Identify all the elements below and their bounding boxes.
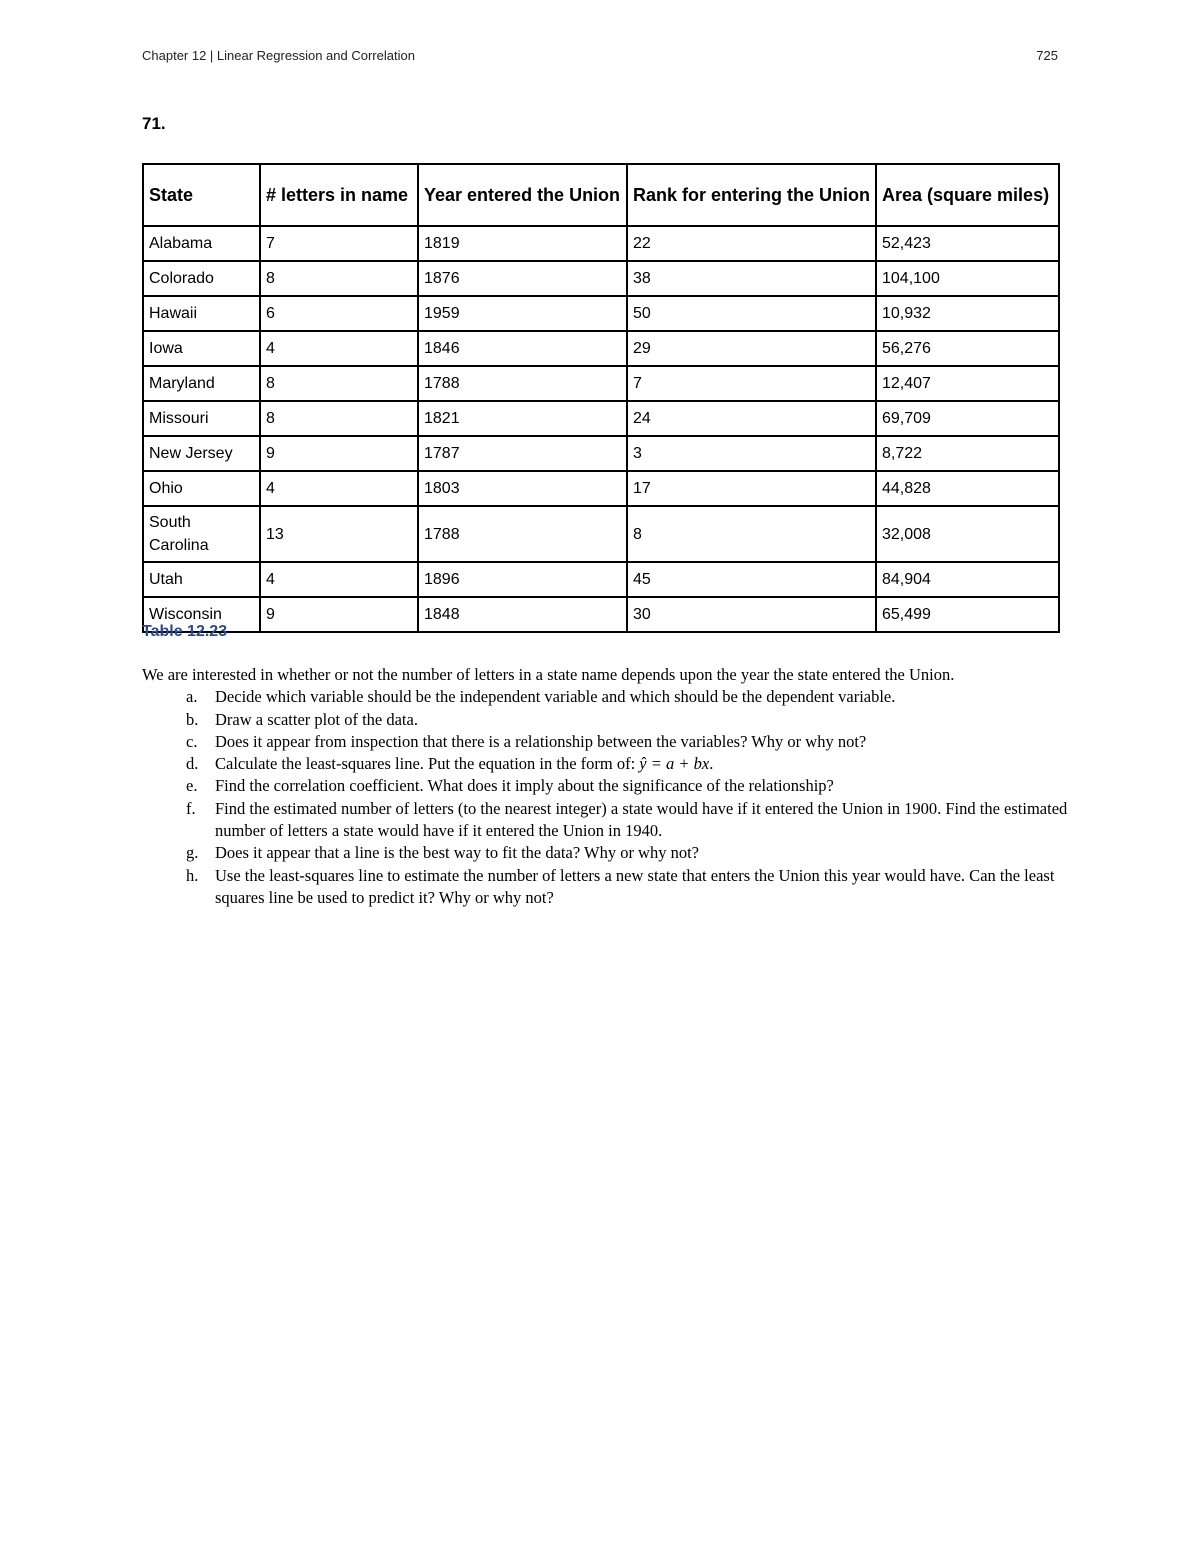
part-text: Does it appear from inspection that there is a relationship between the variables? Why or why not? — [215, 731, 867, 751]
table-cell: Missouri — [143, 401, 260, 436]
column-header: Area (square miles) — [876, 164, 1059, 226]
part-text: Find the estimated number of letters (to the nearest integer) a state would have if it entered the Union in 1900. Find the estimated number of letters a state would have if it entered the Union in 1940. — [215, 798, 1068, 841]
table-row — [143, 366, 1059, 401]
part-text: Find the correlation coefficient. What does it imply about the significance of the relationship? — [215, 776, 834, 796]
table-row — [143, 226, 1059, 261]
table-cell: 32,008 — [876, 506, 1059, 562]
part-marker: f. — [186, 798, 196, 818]
column-header: State — [143, 164, 260, 226]
table-cell: 45 — [627, 562, 876, 597]
table-body — [143, 226, 1059, 632]
table-cell: 13 — [260, 506, 418, 562]
table-cell: 8 — [260, 261, 418, 296]
part-marker: h. — [186, 865, 199, 885]
table-row — [143, 597, 1059, 632]
table-cell: 1819 — [418, 226, 627, 261]
table-cell: Utah — [143, 562, 260, 597]
part-marker: d. — [186, 754, 199, 774]
table-row — [143, 331, 1059, 366]
table-header-row — [143, 164, 1059, 226]
column-header: # letters in name — [260, 164, 418, 226]
table-cell: 56,276 — [876, 331, 1059, 366]
table-cell: 69,709 — [876, 401, 1059, 436]
table-cell: 104,100 — [876, 261, 1059, 296]
table-row — [143, 436, 1059, 471]
table-cell: 30 — [627, 597, 876, 632]
table-cell: Ohio — [143, 471, 260, 506]
table-cell: New Jersey — [143, 436, 260, 471]
state-data-table — [142, 163, 1060, 633]
column-header: Rank for entering the Union — [627, 164, 876, 226]
table-row — [143, 261, 1059, 296]
table-cell: 1787 — [418, 436, 627, 471]
part-marker: e. — [186, 776, 198, 796]
part-marker: g. — [186, 843, 199, 863]
part-marker: b. — [186, 709, 199, 729]
table-cell: 12,407 — [876, 366, 1059, 401]
table-cell: 17 — [627, 471, 876, 506]
table-cell: 9 — [260, 597, 418, 632]
table-cell: 8 — [627, 506, 876, 562]
question-part — [142, 686, 1072, 708]
table-cell: 1788 — [418, 366, 627, 401]
table-cell: 1803 — [418, 471, 627, 506]
table-row — [143, 506, 1059, 562]
table-cell: South Carolina — [143, 506, 260, 562]
table-cell: 1788 — [418, 506, 627, 562]
table-cell: 24 — [627, 401, 876, 436]
table-cell: 4 — [260, 331, 418, 366]
table-row — [143, 296, 1059, 331]
table-cell: Maryland — [143, 366, 260, 401]
table-cell: 84,904 — [876, 562, 1059, 597]
column-header: Year entered the Union — [418, 164, 627, 226]
part-text: Calculate the least-squares line. Put the equation in the form of: — [215, 754, 640, 774]
question-parts-list — [142, 686, 1072, 909]
table-cell: 65,499 — [876, 597, 1059, 632]
part-text: Decide which variable should be the independent variable and which should be the dependent variable. — [215, 687, 896, 707]
question-part — [142, 842, 1072, 864]
problem-number: 71. — [142, 114, 166, 133]
table-cell: 1959 — [418, 296, 627, 331]
table-row — [143, 562, 1059, 597]
table-cell: 29 — [627, 331, 876, 366]
table-cell: 22 — [627, 226, 876, 261]
question-block — [142, 664, 1072, 909]
table-cell: 8 — [260, 401, 418, 436]
table-cell: 1846 — [418, 331, 627, 366]
table-cell: 8,722 — [876, 436, 1059, 471]
table-cell: 9 — [260, 436, 418, 471]
table-cell: 38 — [627, 261, 876, 296]
question-part — [142, 753, 1072, 775]
table-cell: 1896 — [418, 562, 627, 597]
table-cell: 4 — [260, 471, 418, 506]
table-cell: Alabama — [143, 226, 260, 261]
part-text: Draw a scatter plot of the data. — [215, 709, 418, 729]
table-cell: 1848 — [418, 597, 627, 632]
equation: ŷ = a + bx — [639, 754, 710, 774]
part-marker: a. — [186, 687, 198, 707]
table-cell: 1821 — [418, 401, 627, 436]
table-row — [143, 401, 1059, 436]
question-intro: We are interested in whether or not the number of letters in a state name depends upon the year the state entered the Union. — [142, 665, 955, 684]
table-cell: 1876 — [418, 261, 627, 296]
question-part — [142, 731, 1072, 753]
table-row — [143, 471, 1059, 506]
table-cell: 3 — [627, 436, 876, 471]
table-cell: 7 — [627, 366, 876, 401]
table-cell: 4 — [260, 562, 418, 597]
table-cell: Hawaii — [143, 296, 260, 331]
question-part — [142, 709, 1072, 731]
question-part — [142, 798, 1072, 843]
table-caption: Table 12.23 — [142, 623, 228, 640]
table-cell: 44,828 — [876, 471, 1059, 506]
part-suffix: . — [709, 754, 714, 774]
chapter-title: Chapter 12 | Linear Regression and Correlation — [142, 48, 415, 63]
table-cell: Colorado — [143, 261, 260, 296]
table-cell: 7 — [260, 226, 418, 261]
page-number: 725 — [1036, 48, 1058, 63]
question-part — [142, 865, 1072, 910]
table-cell: 6 — [260, 296, 418, 331]
table-cell: Wisconsin — [143, 597, 260, 632]
table-cell: 50 — [627, 296, 876, 331]
part-marker: c. — [186, 731, 198, 751]
question-part — [142, 775, 1072, 797]
table-cell: Iowa — [143, 331, 260, 366]
page-header — [142, 48, 1058, 63]
table-cell: 10,932 — [876, 296, 1059, 331]
part-text: Use the least-squares line to estimate the number of letters a new state that enters the Union this year would have. Can the least squares line be used to predict it? Why or why not? — [215, 865, 1055, 907]
table-cell: 52,423 — [876, 226, 1059, 261]
part-text: Does it appear that a line is the best way to fit the data? Why or why not? — [215, 843, 700, 863]
table-cell: 8 — [260, 366, 418, 401]
